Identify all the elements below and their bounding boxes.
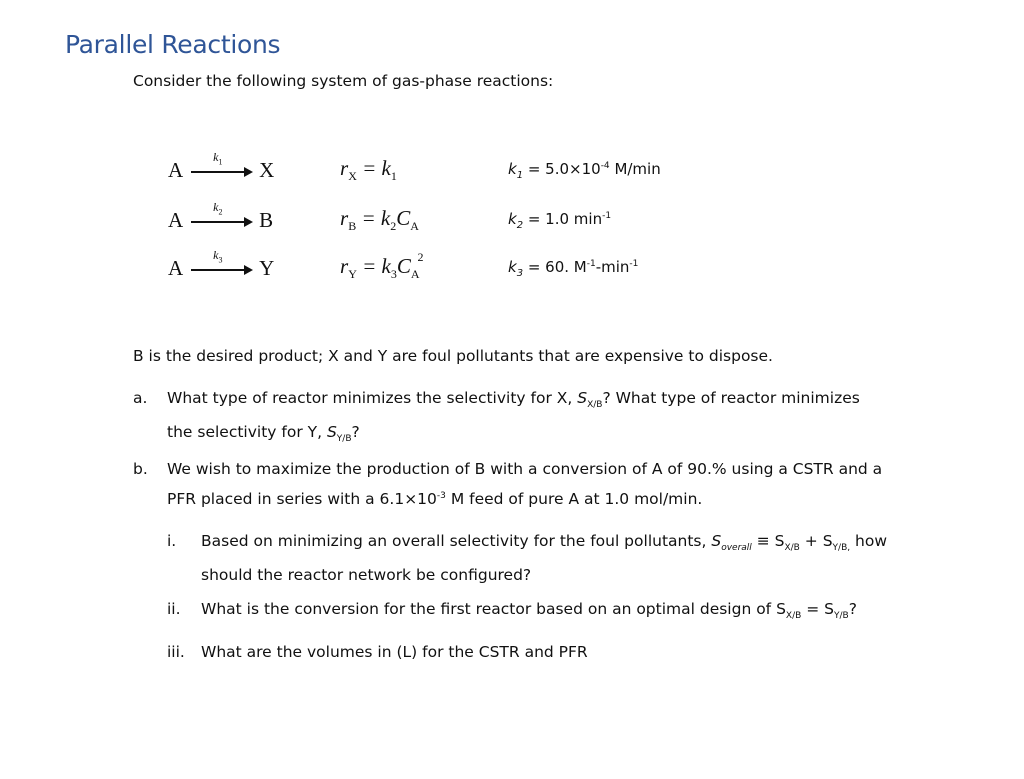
part-a-label: a. [133, 389, 148, 407]
product: X [259, 157, 275, 182]
part-b-label: b. [133, 460, 148, 478]
rate-law: $r_Y = k_3C_A^2$ [340, 249, 424, 282]
reaction-row-1 [168, 150, 661, 185]
product: B [259, 207, 274, 232]
reaction-equation [168, 200, 288, 233]
reaction-row-3 [168, 248, 639, 283]
reaction-arrow-icon: $k_1$ [191, 162, 253, 178]
part-b-question: We wish to maximize the production of B with a conversion of A of 90.% using a CSTR and a PFR placed in series with a $6.1\times 10^{-3}$ M feed of pure A at 1.0 mol/min. [167, 460, 883, 509]
sub-i-question: Based on minimizing an overall selectivity for the foul pollutants, $S_{overall} \equiv S_{X/B} + S_{Y/B,}$ how should the reactor network be configured? [201, 532, 888, 585]
reactant: A [168, 207, 184, 232]
part-a-question: What type of reactor minimizes the selectivity for X, $S_{X/B}$? What type of reactor minimizes the selectivity for Y, $S_{Y/B}$? [167, 389, 860, 445]
rate-constant-value: $k_2 = 1.0$ $\min^{-1}$ [508, 209, 612, 231]
sub-ii-label: ii. [167, 600, 181, 618]
reaction-arrow-icon: $k_2$ [191, 212, 253, 228]
rate-constant-value: $k_3 = 60$. $M^{-1}-\min^{-1}$ [508, 257, 639, 279]
reaction-arrow-icon: $k_3$ [191, 260, 253, 276]
page-title: Parallel Reactions [65, 30, 281, 59]
sub-iii-label: iii. [167, 643, 185, 661]
reaction-row-2 [168, 200, 612, 235]
intro-text: Consider the following system of gas-phase reactions: [133, 72, 554, 90]
rate-law: $r_B = k_2C_A$ [340, 205, 419, 234]
sub-iii-question: What are the volumes in (L) for the CSTR and PFR [201, 643, 588, 661]
reactant: A [168, 157, 184, 182]
reaction-equation [168, 150, 288, 183]
reaction-equation [168, 248, 288, 281]
rate-law: $r_X = k_1$ [340, 155, 397, 184]
sub-ii-question: What is the conversion for the first reactor based on an optimal design of $S_{X/B} = S_{Y/B}$? [201, 600, 857, 622]
product: Y [259, 255, 275, 280]
sub-i-label: i. [167, 532, 177, 550]
reactant: A [168, 255, 184, 280]
rate-constant-value: $k_1 = 5.0\times 10^{-4}$ M/min [508, 159, 661, 181]
problem-statement: B is the desired product; X and Y are foul pollutants that are expensive to dispose. [133, 347, 773, 365]
